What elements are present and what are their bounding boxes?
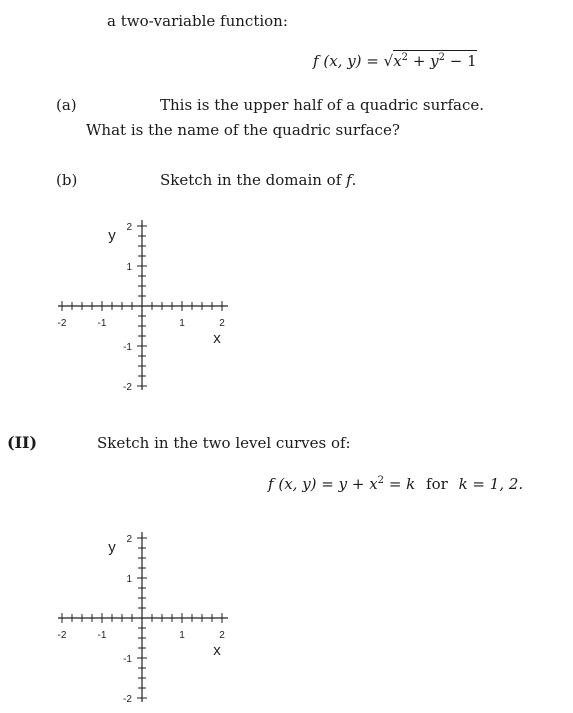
y-tick-label: 2: [126, 534, 132, 545]
y-axis-label: y: [108, 539, 116, 556]
x-tick-label: -2: [57, 318, 67, 329]
x-tick-label: -2: [57, 630, 67, 641]
radicand: $x^2 + y^2 - 1$: [393, 52, 477, 70]
y-tick-label: 2: [126, 222, 132, 233]
formula-function-name: f: [313, 52, 319, 70]
formula2-function-name: f: [268, 475, 274, 493]
axes-group-2: [58, 532, 228, 705]
y-tick-label: -1: [123, 342, 132, 353]
part-a-line2: What is the name of the quadric surface?: [86, 121, 400, 139]
intro-text: a two-variable function:: [107, 12, 288, 30]
y-tick-label: -2: [123, 382, 132, 393]
y-tick-label: 1: [126, 574, 132, 585]
section-ii-marker: (II): [7, 433, 38, 452]
y-axis-label: y: [108, 227, 116, 244]
part-b-func: f: [346, 171, 352, 189]
axes-group-1: [58, 220, 228, 393]
x-axis-label: x: [213, 330, 221, 347]
x-tick-label: -1: [97, 630, 107, 641]
formula-level-curves: f (x, $y) = y + x^2 = k$ for k = 1, 2.: [268, 475, 524, 493]
formula-arguments: (x, y) =: [323, 52, 379, 70]
x-tick-label: 2: [219, 630, 225, 641]
x-tick-label: 2: [219, 318, 225, 329]
y-tick-label: -2: [123, 694, 132, 705]
part-b-text: Sketch in the domain of f.: [160, 171, 357, 189]
y-tick-label: 1: [126, 262, 132, 273]
y-tick-label: -1: [123, 654, 132, 665]
part-a-line1: This is the upper half of a quadric surface.: [160, 96, 485, 114]
part-a-marker: (a): [56, 96, 77, 114]
x-tick-label: 1: [179, 318, 185, 329]
section-ii-text: Sketch in the two level curves of:: [97, 434, 351, 452]
x-axis-label: x: [213, 642, 221, 659]
sqrt-symbol: √: [383, 52, 394, 70]
x-tick-label: -1: [97, 318, 107, 329]
x-tick-label: 1: [179, 630, 185, 641]
part-b-marker: (b): [56, 171, 78, 189]
